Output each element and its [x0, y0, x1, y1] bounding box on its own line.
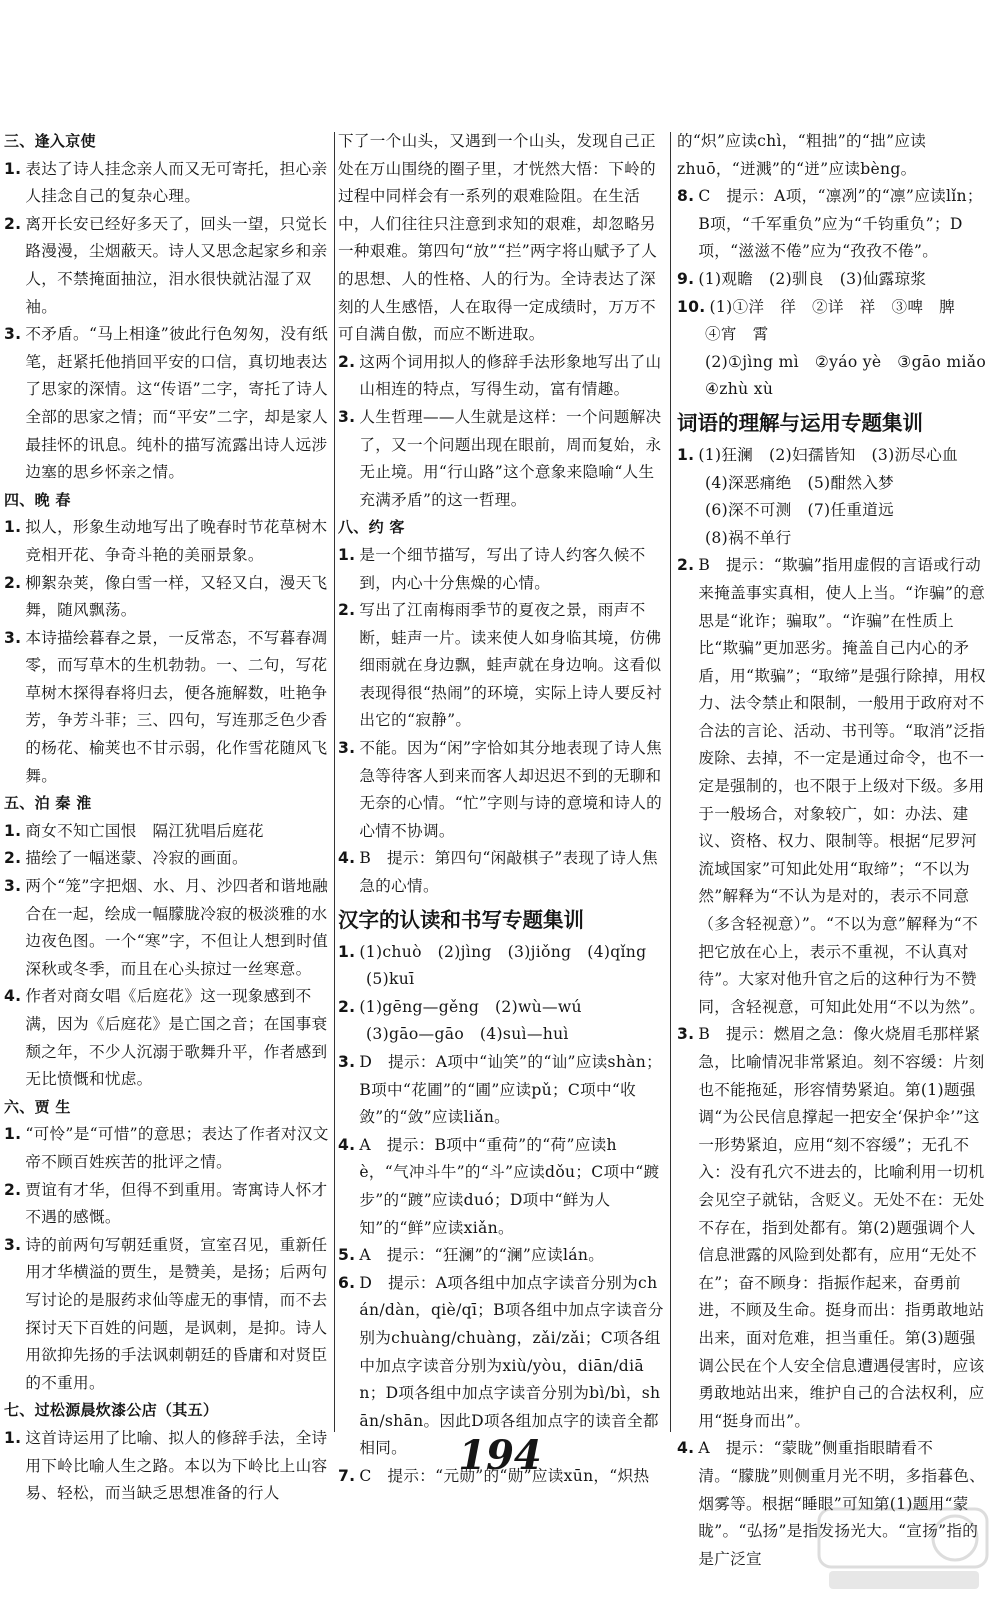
answer-text: D 提示：A项各组中加点字读音分别为chán/dàn，qiè/qī；B项各组中加点字读音分别为chuàng/chuàng，zǎi/zǎi；C项各组中加点字读音分别为xiù/yòu，diān/diān；D项各组中加点字读音分别为bì/bì，shān/shān。因此D项各组加点字的读音全都相同。	[359, 1273, 664, 1458]
answer-subline: (6)深不可测 (7)任重道远	[705, 501, 895, 520]
answer-text: (1)狂澜 (2)妇孺皆知 (3)沥尽心血	[698, 445, 959, 464]
answer-subline: (4)深恶痛绝 (5)酣然入梦	[705, 473, 895, 492]
answer-text: 本诗描绘暮春之景，一反常态，不写暮春凋零，而写草木的生机勃勃。一、二句，写花草树木探得春将归去，便各施解数，吐艳争芳，争芳斗菲；三、四句，写连那乏色少香的杨花、榆荚也不甘示弱，化作雪花随风飞舞。	[25, 628, 328, 785]
answer-number: 1.	[677, 445, 695, 464]
answer-number: 2.	[4, 573, 22, 592]
answer-text: 人生哲理——人生就是这样：一个问题解决了，又一个问题出现在眼前，周而复始，永无止境。用“行山路”这个意象来隐喻“人生充满矛盾”的这一哲理。	[359, 407, 662, 509]
answer-item	[338, 845, 666, 900]
column-divider	[670, 132, 671, 1432]
answer-number: 10.	[677, 297, 706, 316]
answer-number: 2.	[338, 352, 356, 371]
column-divider	[334, 132, 335, 1432]
answer-number: 3.	[338, 407, 356, 426]
answer-item	[677, 183, 987, 266]
answer-text: 这两个词用拟人的修辞手法形象地写出了山山相连的特点，写得生动，富有情趣。	[359, 352, 662, 399]
answer-column-right	[677, 128, 987, 1573]
answer-number: 2.	[4, 214, 22, 233]
answer-text: “可怜”是“可惜”的意思；表达了作者对汉文帝不顾百姓疾苦的批评之情。	[25, 1125, 329, 1171]
answer-item	[677, 552, 987, 1021]
answer-text: 这首诗运用了比喻、拟人的修辞手法，全诗用下岭比喻人生之路。本以为下岭比上山容易、轻松，而当缺乏思想准备的行人	[25, 1428, 328, 1503]
answer-number: 3.	[677, 1025, 695, 1044]
answer-number: 1.	[338, 545, 356, 564]
answer-item	[4, 625, 332, 791]
answer-item	[4, 570, 332, 625]
answer-text: 拟人，形象生动地写出了晚春时节花草树木竞相开花、争奇斗艳的美丽景象。	[25, 518, 328, 564]
answer-text: 离开长安已经好多天了，回头一望，只觉长路漫漫，尘烟蔽天。诗人又思念起家乡和亲人，不禁掩面抽泣，泪水很快就沾湿了双袖。	[25, 214, 328, 316]
answer-text: B 提示：燃眉之急：像火烧眉毛那样紧急，比喻情况非常紧迫。刻不容缓：片刻也不能拖延，形容情势紧迫。第(1)题强调“为公民信息撑起一把安全‘保护伞’”这一形势紧迫，应用“刻不容缓”；无孔不入：没有孔穴不进去的，比喻利用一切机会见空子就钻，含贬义。无处不在：无处不存在，指到处都有。第(2)题强调个人信息泄露的风险到处都有，应用“无处不在”；奋不顾身：指振作起来，奋勇前进，不顾及生命。挺身而出：指勇敢地站出来，面对危难，担当重任。第(3)题强调公民在个人安全信息遭遇侵害时，应该勇敢地站出来，维护自己的合法权利，应用“挺身而出”。	[698, 1025, 985, 1430]
answer-column-middle	[338, 128, 666, 1491]
answer-number: 1.	[338, 942, 356, 961]
answer-number: 4.	[677, 1439, 695, 1458]
answer-item	[338, 1049, 666, 1132]
answer-item	[4, 1232, 332, 1398]
answer-number: 5.	[338, 1246, 356, 1265]
answer-text: 不能。因为“闲”字恰如其分地表现了诗人焦急等待客人到来而客人却迟迟不到的无聊和无奈的心情。“忙”字则与诗的意境和诗人的心情不协调。	[359, 739, 663, 840]
answer-number: 2.	[338, 601, 356, 620]
answer-item	[677, 294, 987, 322]
answer-number: 2.	[4, 849, 22, 868]
answer-item	[4, 1177, 332, 1232]
answer-text: 是一个细节描写，写出了诗人约客久候不到，内心十分焦燥的心情。	[359, 545, 646, 592]
answer-continuation: 的“炽”应读chì，“粗拙”的“拙”应读zhuō，“迸溅”的“迸”应读bèng。	[677, 132, 927, 178]
answer-item	[4, 818, 332, 846]
answer-number: 1.	[4, 1125, 22, 1144]
answer-text: D 提示：A项中“讪笑”的“讪”应读shàn；B项中“花圃”的“圃”应读pǔ；C项中“收敛”的“敛”应读liǎn。	[359, 1053, 663, 1127]
answer-subline: (2)①jìng mì ②yáo yè ③gāo miǎo	[705, 352, 987, 371]
answer-text: 写出了江南梅雨季节的夏夜之景，雨声不断，蛙声一片。读来使人如身临其境，仿佛细雨就在身边飘，蛙声就在身边响。这看似表现得很“热闹”的环境，实际上诗人要反衬出它的“寂静”。	[359, 601, 663, 730]
answer-subline: (3)gāo—gāo (4)suì—huì	[366, 1025, 569, 1044]
answer-number: 4.	[4, 987, 22, 1006]
answer-item	[4, 211, 332, 321]
section-heading: 五、泊 秦 淮	[4, 794, 92, 813]
answer-item	[338, 404, 666, 514]
answer-text: 作者对商女唱《后庭花》这一现象感到不满，因为《后庭花》是亡国之音；在国事衰颓之年，不少人沉溺于歌舞升平，作者感到无比愤慨和忧虑。	[25, 987, 328, 1089]
answer-number: 4.	[338, 849, 356, 868]
answer-item	[4, 845, 332, 873]
section-heading: 七、过松源晨炊漆公店（其五）	[4, 1401, 219, 1420]
answer-number: 6.	[338, 1273, 356, 1292]
watermark-logo	[815, 1505, 991, 1595]
answer-number: 1.	[4, 821, 22, 840]
answer-number: 3.	[4, 628, 22, 647]
answer-text: 柳絮杂荚，像白雪一样，又轻又白，漫天飞舞，随风飘荡。	[25, 573, 328, 620]
answer-number: 2.	[338, 997, 356, 1016]
answer-item	[338, 735, 666, 845]
answer-item	[338, 994, 666, 1022]
answer-item	[338, 1132, 666, 1242]
answer-number: 3.	[338, 1053, 356, 1071]
answer-item	[677, 1021, 987, 1435]
answer-text: B 提示：“欺骗”指用虚假的言语或行动来掩盖事实真相，使人上当。“诈骗”的意思是“讹诈；骗取”。“诈骗”在性质上比“欺骗”更加恶劣。掩盖自己内心的矛盾，用“欺骗”；“取缔”是强行除掉，用权力、法令禁止和限制，一般用于政府对不合法的言论、活动、书刊等。“取消”泛指废除、去掉，不一定是通过命令，也不一定是强制的，也不限于上级对下级。多用于一般场合，对象较广，如：办法、建议、资格、权力、限制等。根据“尼罗河流域国家”可知此处用“取缔”；“不以为然”解释为“不认为是对的，表示不同意（多含轻视意）”。“不以为意”解释为“不把它放在心上，表示不重视，不认真对待”。大家对他升官之后的这种行为不赞同，含轻视意，可知此处用“不以为然”。	[698, 556, 986, 1016]
answer-text: 表达了诗人挂念亲人而又无可寄托，担心亲人挂念自己的复杂心理。	[25, 159, 328, 206]
answer-number: 1.	[4, 1428, 22, 1447]
answer-item	[338, 542, 666, 597]
answer-number: 3.	[4, 325, 22, 344]
answer-subline: ④zhù xù	[705, 380, 774, 399]
section-heading: 三、逢入京使	[4, 132, 96, 150]
answer-text: A 提示：B项中“重荷”的“荷”应读hè，“气冲斗牛”的“斗”应读dǒu；C项中“踱步”的“踱”应读duó；D项中“鲜为人知”的“鲜”应读xiǎn。	[359, 1135, 660, 1237]
section-heading: 六、贾 生	[4, 1097, 71, 1116]
answer-text: A 提示：“狂澜”的“澜”应读lán。	[359, 1246, 605, 1265]
section-heading: 四、晚 春	[4, 490, 71, 509]
answer-item	[677, 442, 987, 470]
answer-number: 3.	[338, 739, 356, 758]
page-number: 194	[458, 1432, 542, 1479]
answer-text: 商女不知亡国恨 隔江犹唱后庭花	[25, 821, 264, 840]
answer-continuation: 下了一个山头，又遇到一个山头，发现自己正处在万山围绕的圈子里，才恍然大悟：下岭的过程中同样会有一系列的艰难险阻。在生活中，人们往往只注意到求知的艰难，却忽略另一种艰难。第四句“放”“拦”两字将山赋予了人的思想、人的性格、人的行为。全诗表达了深刻的人生感悟，人在取得一定成绩时，万万不可自满自傲，而应不断进取。	[338, 132, 658, 344]
answer-number: 1.	[4, 518, 22, 537]
topic-title: 汉字的认读和书写专题集训	[338, 907, 584, 932]
answer-text: 描绘了一幅迷蒙、冷寂的画面。	[25, 849, 248, 868]
answer-subline: ④宵 霄	[705, 325, 769, 344]
answer-text: C 提示：“元勋”的“勋”应读xūn，“炽热	[359, 1466, 650, 1485]
answer-item	[338, 1242, 666, 1270]
answer-text: (1)gēng—gěng (2)wù—wú	[359, 997, 582, 1016]
answer-number: 3.	[4, 877, 22, 896]
answer-subline: (8)祸不单行	[705, 528, 792, 547]
answer-text: C 提示：A项，“凛冽”的“凛”应读lǐn；B项，“千军重负”应为“千钧重负”；D项，“滋滋不倦”应为“孜孜不倦”。	[698, 187, 983, 261]
section-heading: 八、约 客	[338, 518, 405, 537]
answer-item	[338, 939, 666, 967]
answer-number: 8.	[677, 187, 695, 206]
answer-text: (1)①洋 徉 ②详 祥 ③啤 脾	[709, 297, 956, 316]
answer-item	[338, 349, 666, 404]
answer-number: 4.	[338, 1135, 356, 1154]
answer-text: 贾谊有才华，但得不到重用。寄寓诗人怀才不遇的感慨。	[25, 1180, 328, 1227]
answer-number: 2.	[4, 1180, 22, 1199]
answer-item	[4, 873, 332, 983]
answer-text: B 提示：第四句“闲敲棋子”表现了诗人焦急的心情。	[359, 849, 658, 896]
answer-text: 诗的前两句写朝廷重贤，宣室召见，重新任用才华横溢的贾生，是赞美，是扬；后两句写讨论的是服药求仙等虚无的事情，而不去探讨天下百姓的问题，是讽刺，是抑。诗人用欲抑先扬的手法讽刺朝廷的昏庸和对贤臣的不重用。	[25, 1235, 328, 1392]
answer-number: 9.	[677, 269, 695, 288]
answer-number: 7.	[338, 1466, 356, 1485]
answer-column-left	[4, 128, 332, 1508]
answer-number: 2.	[677, 556, 695, 575]
answer-item	[4, 1425, 332, 1508]
answer-text: 不矛盾。“马上相逢”彼此行色匆匆，没有纸笔，赶紧托他捎回平安的口信，真切地表达了思家的深情。这“传语”二字，寄托了诗人全部的思家之情；而“平安”二字，却是家人最挂怀的讯息。纯朴的描写流露出诗人远涉边塞的思乡怀亲之情。	[25, 325, 329, 482]
answer-item	[4, 156, 332, 211]
answer-item	[4, 514, 332, 569]
answer-number: 1.	[4, 159, 22, 178]
topic-title: 词语的理解与运用专题集训	[677, 410, 923, 435]
answer-item	[677, 266, 987, 294]
answer-item	[4, 321, 332, 487]
answer-subline: (5)kuī	[366, 970, 415, 989]
answer-number: 3.	[4, 1235, 22, 1254]
answer-item	[4, 983, 332, 1093]
answer-item	[4, 1121, 332, 1176]
answer-text: 两个“笼”字把烟、水、月、沙四者和谐地融合在一起，绘成一幅朦胧冷寂的极淡雅的水边夜色图。一个“寒”字，不但让人想到时值深秋或冬季，而且在心头掠过一丝寒意。	[25, 877, 329, 978]
answer-text: (1)chuò (2)jìng (3)jiǒng (4)qǐng	[359, 942, 647, 961]
answer-item	[338, 597, 666, 735]
answer-text: (1)观瞻 (2)驯良 (3)仙露琼浆	[698, 269, 927, 288]
answer-text: A 提示：“蒙眬”侧重指眼睛看不清。“朦胧”则侧重月光不明，多指暮色、烟雾等。根据“睡眼”可知第(1)题用“蒙眬”。“弘扬”是指发扬光大。“宣扬”指的是广泛宣	[698, 1439, 986, 1568]
